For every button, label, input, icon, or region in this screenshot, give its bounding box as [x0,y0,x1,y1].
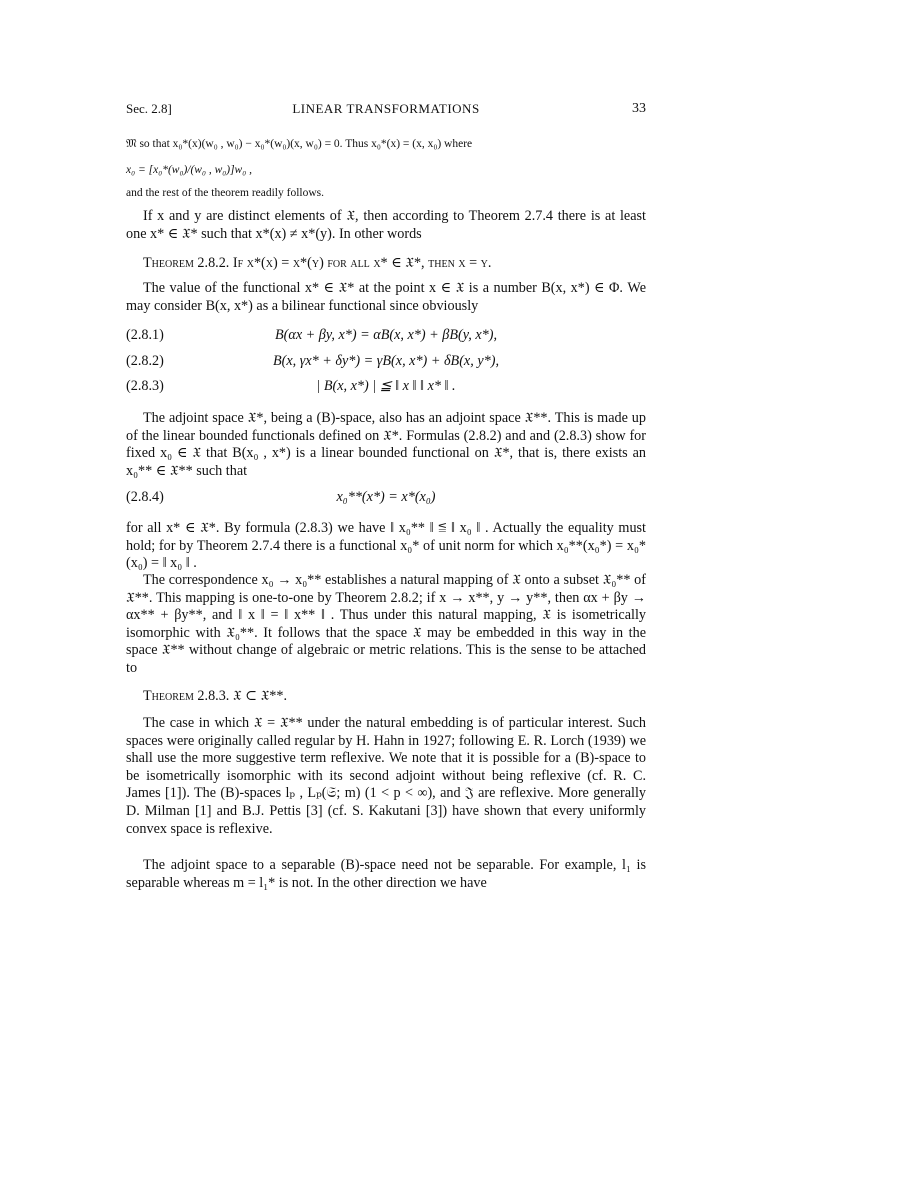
running-header [126,101,646,121]
equation-body: | B(x, x*) | ≦ ‖ x ‖ ‖ x* ‖ . [316,378,456,394]
paragraph-distinct-elements: If x and y are distinct elements of 𝔛, then according to Theorem 2.7.4 there is at least one x* ∈ 𝔛* such that x*(x) ≠ x*(y). In other words [126,208,646,242]
section-ref: Sec. 2.8] [126,101,172,116]
theorem-2-8-2 [126,255,646,273]
theorem-2-8-3 [126,688,646,706]
paragraph-equal-norm: for all x* ∈ 𝔛*. By formula (2.8.3) we have ‖ x₀** ‖ ≦ ‖ x₀ ‖ . Actually the equality must hold; for by Theorem 2.7.4 there is a functional x₀* of unit norm for which x₀**(x₀*) = x₀*(x₀) = ‖ x₀ ‖ . [126,520,646,572]
equation-label: (2.8.1) [126,327,164,343]
paragraph-natural-mapping: The correspondence x₀ → x₀** establishes a natural mapping of 𝔛 onto a subset 𝔛₀** of 𝔛**. This mapping is one-to-one by Theorem 2.8.2; if x → x**, y → y**, then αx + βy → αx** + βy**, and ‖ x ‖ = ‖ x** ‖ . Thus under this natural mapping, 𝔛 is isometrically isomorphic with 𝔛₀**. It follows that the space 𝔛 may be embedded in this way in the space 𝔛** without change of algebraic or metric relations. This is the sense to be attached to [126,572,646,676]
equation-2-8-1 [126,327,646,347]
equation-2-8-3 [126,378,646,398]
equation-label: (2.8.3) [126,378,164,394]
paragraph-separable: The adjoint space to a separable (B)-space need not be separable. For example, l₁ is separable whereas m = l₁* is not. In the other direction we have [126,857,646,891]
page-number: 33 [632,101,646,116]
paragraph-bilinear: The value of the functional x* ∈ 𝔛* at the point x ∈ 𝔛 is a number B(x, x*) ∈ Φ. We may consider B(x, x*) as a bilinear functional since obviously [126,280,646,314]
paragraph-adjoint-space: The adjoint space 𝔛*, being a (B)-space, also has an adjoint space 𝔛**. This is made up of the linear bounded functionals defined on 𝔛*. Formulas (2.8.2) and and (2.8.3) show for fixed x₀ ∈ 𝔛 that B(x₀ , x*) is a linear bounded functional on 𝔛*, that is, there exists an x₀** ∈ 𝔛** such that [126,410,646,479]
equation-body: x₀**(x*) = x*(x₀) [336,489,436,505]
proof-line-1: 𝔐 so that x₀*(x)(w₀ , w₀) − x₀*(w₀)(x, w₀) = 0. Thus x₀*(x) = (x, x₀) where [126,138,473,150]
theorem-2-8-2-text: Theorem 2.8.2. If x*(x) = x*(y) for all x* ∈ 𝔛*, then x = y. [143,255,492,271]
equation-body: B(x, γx* + δy*) = γB(x, x*) + δB(x, y*), [272,353,499,369]
equation-2-8-4 [126,489,646,509]
chapter-title: LINEAR TRANSFORMATIONS [292,101,480,116]
equation-label: (2.8.4) [126,489,164,505]
equation-label: (2.8.2) [126,353,164,369]
proof-formula: x₀ = [x₀*(w₀)/(w₀ , w₀)]w₀ , [126,164,252,176]
proof-line-end: and the rest of the theorem readily follows. [126,187,324,199]
theorem-2-8-3-text: Theorem 2.8.3. 𝔛 ⊂ 𝔛**. [143,688,288,704]
equation-body: B(αx + βy, x*) = αB(x, x*) + βB(y, x*), [275,327,497,343]
equation-2-8-2 [126,353,646,373]
paragraph-reflexive: The case in which 𝔛 = 𝔛** under the natural embedding is of particular interest. Such spaces were originally called regular by H. Hahn in 1927; following E. R. Lorch (1939) we shall use the more suggestive term reflexive. We note that it is possible for a (B)-space to be isometrically isomorphic with its second adjoint without being reflexive (cf. R. C. James [1]). The (B)-spaces lₚ , Lₚ(𝔖; m) (1 < p < ∞), and 𝔍 are reflexive. More generally D. Milman [1] and B.J. Pettis [3] (cf. S. Kakutani [3]) have shown that every uniformly convex space is reflexive. [126,715,646,837]
